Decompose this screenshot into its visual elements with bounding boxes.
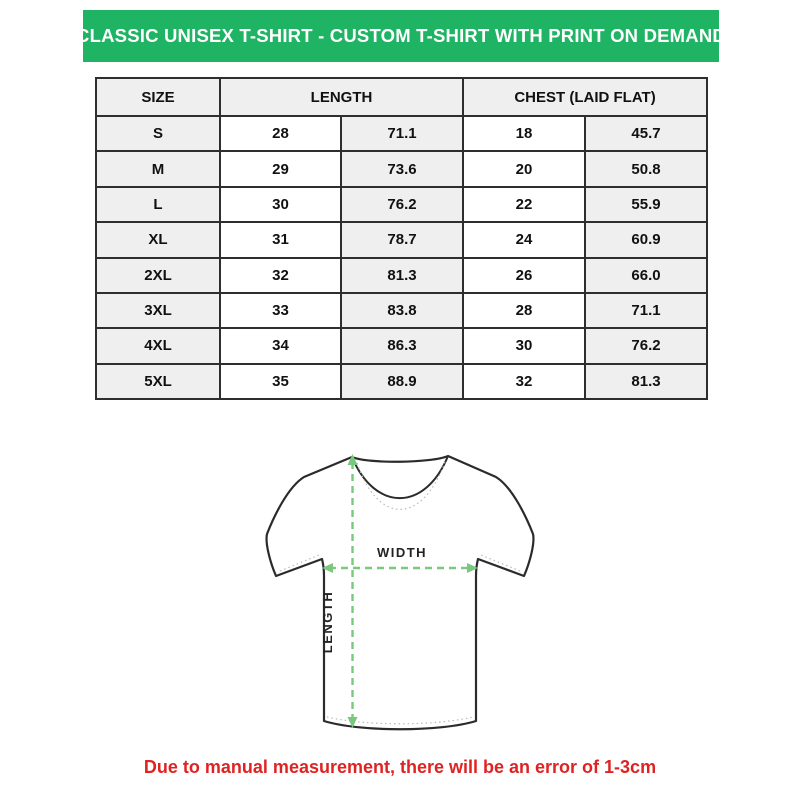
chest-cm-cell: 45.7 — [585, 116, 707, 151]
chest-cm-cell: 55.9 — [585, 187, 707, 222]
chest-in-cell: 32 — [463, 364, 585, 399]
size-cell: M — [96, 151, 220, 186]
length-cm-cell: 88.9 — [341, 364, 463, 399]
size-cell: 3XL — [96, 293, 220, 328]
size-cell: S — [96, 116, 220, 151]
size-cell: 2XL — [96, 258, 220, 293]
chest-in-cell: 22 — [463, 187, 585, 222]
length-cm-cell: 81.3 — [341, 258, 463, 293]
chest-cm-cell: 71.1 — [585, 293, 707, 328]
table-row — [96, 151, 707, 186]
length-cm-cell: 78.7 — [341, 222, 463, 257]
header-row — [96, 78, 707, 116]
length-in-cell: 28 — [220, 116, 341, 151]
column-header-size: SIZE — [96, 78, 220, 116]
chest-cm-cell: 76.2 — [585, 328, 707, 363]
length-cm-cell: 83.8 — [341, 293, 463, 328]
chest-in-cell: 20 — [463, 151, 585, 186]
chest-cm-cell: 81.3 — [585, 364, 707, 399]
chest-in-cell: 26 — [463, 258, 585, 293]
size-cell: 4XL — [96, 328, 220, 363]
table-row — [96, 364, 707, 399]
chest-cm-cell: 66.0 — [585, 258, 707, 293]
chest-in-cell: 18 — [463, 116, 585, 151]
column-header-length: LENGTH — [220, 78, 463, 116]
title-banner — [76, 10, 726, 62]
table-row — [96, 293, 707, 328]
chest-in-cell: 28 — [463, 293, 585, 328]
length-in-cell: 35 — [220, 364, 341, 399]
table-row — [96, 116, 707, 151]
disclaimer-text: Due to manual measurement, there will be an error of 1-3cm — [143, 757, 657, 777]
chest-cm-cell: 60.9 — [585, 222, 707, 257]
length-cm-cell: 71.1 — [341, 116, 463, 151]
chest-cm-cell: 50.8 — [585, 151, 707, 186]
length-in-cell: 33 — [220, 293, 341, 328]
table-row — [96, 222, 707, 257]
measurement-disclaimer — [0, 757, 800, 778]
table-row — [96, 187, 707, 222]
table-row — [96, 328, 707, 363]
tshirt-outline — [267, 456, 534, 729]
length-in-cell: 30 — [220, 187, 341, 222]
length-in-cell: 32 — [220, 258, 341, 293]
size-cell: 5XL — [96, 364, 220, 399]
size-cell: XL — [96, 222, 220, 257]
table-row — [96, 258, 707, 293]
page-title: CLASSIC UNISEX T-SHIRT - CUSTOM T-SHIRT WITH PRINT ON DEMAND — [76, 25, 726, 46]
length-cm-cell: 73.6 — [341, 151, 463, 186]
tshirt-measurement-diagram — [250, 430, 550, 750]
length-in-cell: 29 — [220, 151, 341, 186]
size-cell: L — [96, 187, 220, 222]
column-header-chest: CHEST (LAID FLAT) — [463, 78, 707, 116]
length-cm-cell: 76.2 — [341, 187, 463, 222]
chest-in-cell: 30 — [463, 328, 585, 363]
length-label: LENGTH — [320, 590, 335, 654]
length-in-cell: 31 — [220, 222, 341, 257]
width-label: WIDTH — [376, 545, 428, 560]
length-in-cell: 34 — [220, 328, 341, 363]
chest-in-cell: 24 — [463, 222, 585, 257]
size-chart-table — [95, 77, 708, 400]
length-cm-cell: 86.3 — [341, 328, 463, 363]
